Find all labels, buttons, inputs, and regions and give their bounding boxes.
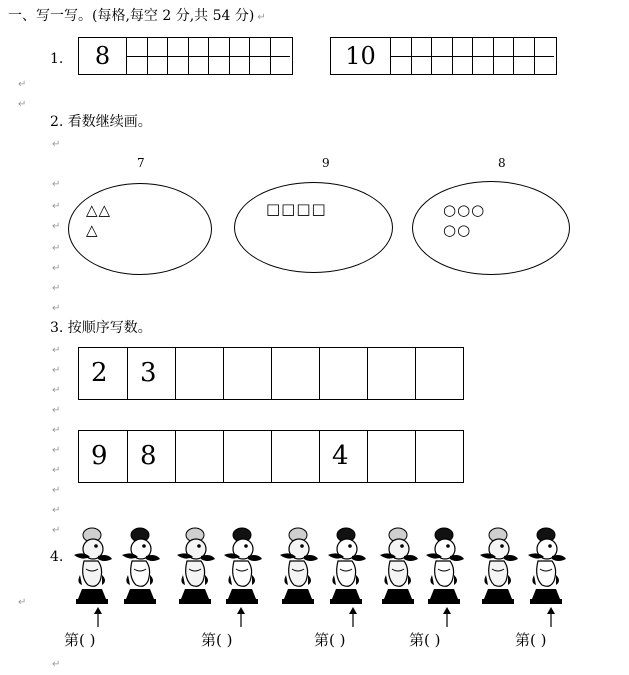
triangle-shapes-line2: △ (86, 221, 99, 239)
duck-icon (120, 523, 160, 605)
duck-icon (478, 523, 518, 605)
target-number-3: 8 (498, 156, 506, 170)
return-mark: ↵ (18, 79, 27, 90)
return-mark: ↵ (52, 139, 61, 150)
return-mark: ↵ (52, 505, 61, 516)
sequence-box[interactable] (79, 348, 127, 399)
duck-icon (175, 523, 215, 605)
q3-label: 3. 按顺序写数。 (50, 320, 152, 336)
sequence-number: 3 (139, 358, 157, 388)
grid-cell[interactable] (431, 38, 472, 74)
sequence-box[interactable] (79, 431, 127, 482)
return-mark: ↵ (52, 659, 61, 670)
target-number-1: 7 (137, 156, 145, 170)
return-mark: ↵ (52, 283, 61, 294)
return-mark: ↵ (52, 345, 61, 356)
return-mark: ↵ (52, 445, 61, 456)
duck-icon (278, 523, 318, 605)
sequence-row-2 (78, 430, 464, 483)
up-arrow-icon (348, 607, 358, 627)
writing-grid-a (78, 37, 293, 75)
grid-cell[interactable] (249, 38, 290, 74)
return-mark: ↵ (52, 405, 61, 416)
ordinal-blank-3[interactable]: 第( ) (314, 631, 346, 649)
sequence-box[interactable] (415, 348, 463, 399)
up-arrow-icon (236, 607, 246, 627)
triangle-shapes-line1: △△ (86, 201, 112, 219)
return-mark: ↵ (18, 99, 27, 110)
return-mark: ↵ (52, 243, 61, 254)
return-mark: ↵ (52, 485, 61, 496)
sequence-box[interactable] (319, 348, 367, 399)
grid-given-number: 10 (345, 42, 376, 70)
grid-cell[interactable] (126, 38, 167, 74)
return-mark: ↵ (52, 465, 61, 476)
grid-given-number: 8 (94, 42, 111, 70)
ordinal-blank-1[interactable]: 第( ) (64, 631, 96, 649)
duck-icon (526, 523, 566, 605)
return-mark: ↵ (18, 597, 27, 608)
sequence-box[interactable] (223, 431, 271, 482)
return-mark: ↵ (257, 12, 266, 23)
circle-shapes-line2: ○○ (443, 221, 472, 239)
drawing-oval-2[interactable] (234, 182, 393, 273)
target-number-2: 9 (322, 156, 330, 170)
q1-label: 1. (50, 51, 64, 67)
q4-label: 4. (50, 549, 64, 565)
up-arrow-icon (442, 607, 452, 627)
sequence-row-1 (78, 347, 464, 400)
duck-icon (424, 523, 464, 605)
return-mark: ↵ (52, 425, 61, 436)
return-mark: ↵ (52, 179, 61, 190)
sequence-box[interactable] (223, 348, 271, 399)
ordinal-blank-5[interactable]: 第( ) (515, 631, 547, 649)
q2-label: 2. 看数继续画。 (50, 114, 152, 130)
return-mark: ↵ (52, 365, 61, 376)
duck-icon (72, 523, 112, 605)
sequence-box[interactable] (415, 431, 463, 482)
grid-cell[interactable] (167, 38, 208, 74)
return-mark: ↵ (52, 385, 61, 396)
sequence-box[interactable] (175, 348, 223, 399)
sequence-number: 4 (331, 441, 349, 471)
square-shapes-line1: □□□□ (266, 200, 327, 218)
grid-cell[interactable] (208, 38, 249, 74)
grid-cell-given (79, 38, 126, 74)
return-mark: ↵ (52, 303, 61, 314)
grid-cell[interactable] (390, 38, 431, 74)
return-mark: ↵ (52, 263, 61, 274)
up-arrow-icon (93, 607, 103, 627)
heading-text: 一、写一写。(每格,每空 2 分,共 54 分) (8, 8, 255, 24)
sequence-box[interactable] (127, 431, 175, 482)
return-mark: ↵ (52, 525, 61, 536)
writing-grid-b (330, 37, 557, 75)
sequence-number: 8 (139, 441, 157, 471)
section-heading (8, 8, 266, 24)
up-arrow-icon (546, 607, 556, 627)
sequence-number: 2 (91, 358, 108, 388)
sequence-box[interactable] (271, 431, 319, 482)
sequence-box[interactable] (367, 431, 415, 482)
circle-shapes-line1: ○○○ (443, 201, 486, 219)
sequence-number: 9 (91, 441, 108, 471)
duck-icon (326, 523, 366, 605)
sequence-box[interactable] (127, 348, 175, 399)
grid-cell[interactable] (513, 38, 554, 74)
grid-cell[interactable] (472, 38, 513, 74)
sequence-box[interactable] (271, 348, 319, 399)
sequence-box[interactable] (175, 431, 223, 482)
duck-icon (378, 523, 418, 605)
grid-cell-given (331, 38, 390, 74)
sequence-box[interactable] (319, 431, 367, 482)
return-mark: ↵ (52, 201, 61, 212)
sequence-box[interactable] (367, 348, 415, 399)
return-mark: ↵ (52, 221, 61, 232)
ordinal-blank-2[interactable]: 第( ) (201, 631, 233, 649)
drawing-oval-3[interactable] (412, 181, 570, 275)
duck-icon (222, 523, 262, 605)
ordinal-blank-4[interactable]: 第( ) (409, 631, 441, 649)
